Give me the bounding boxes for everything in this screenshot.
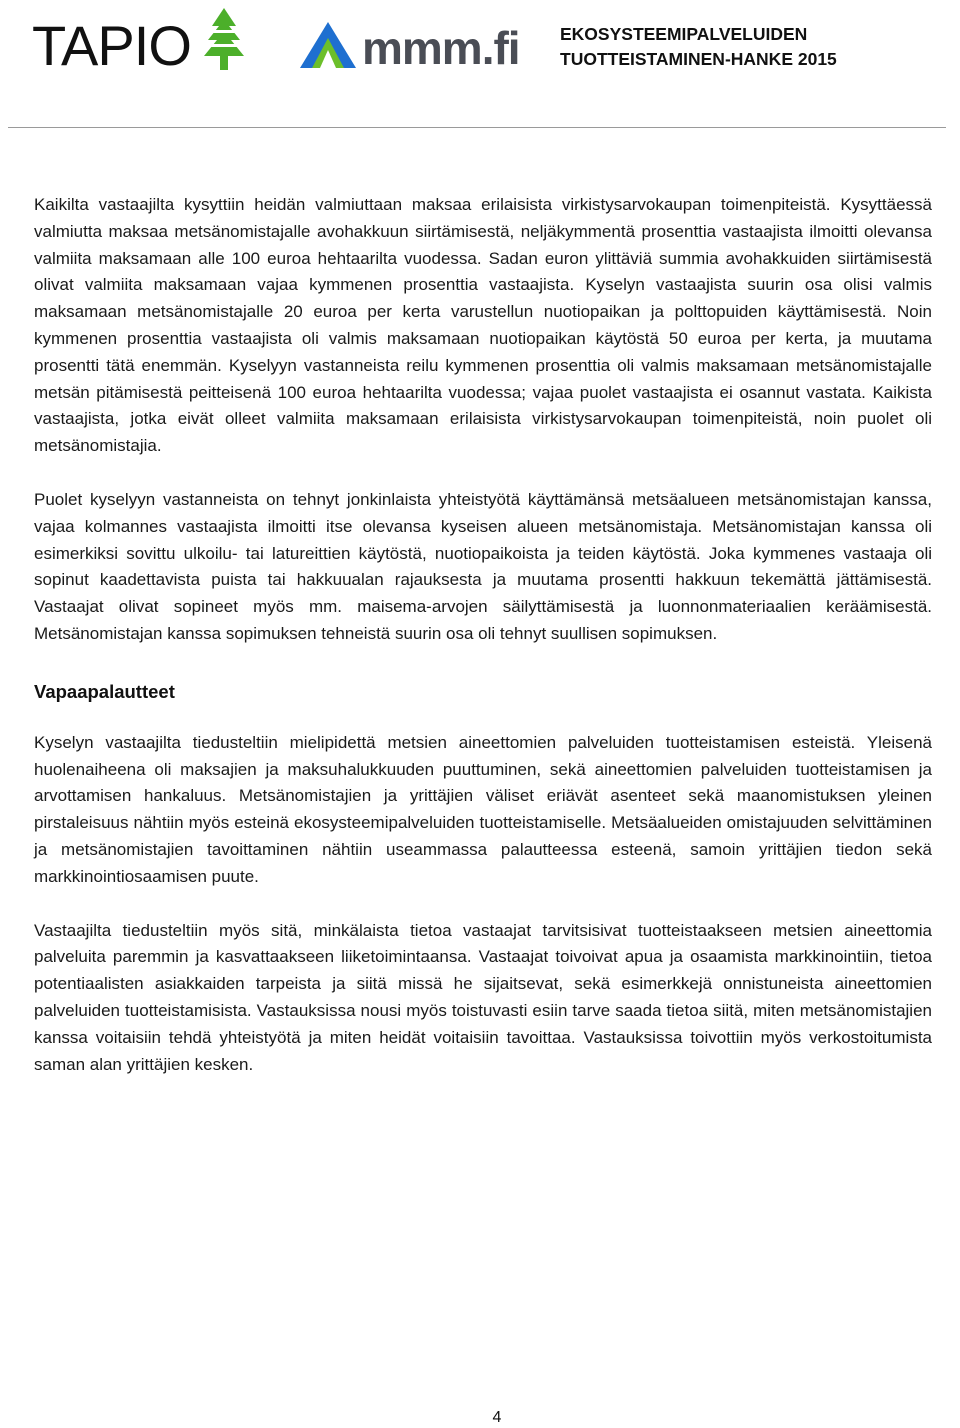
page-header bbox=[0, 0, 960, 130]
paragraph-information-needs: Vastaajilta tiedusteltiin myös sitä, minkälaista tietoa vastaajat tarvitsisivat tuotteistaakseen metsien aineettomia palveluita paremmin ja kasvattaakseen liiketoimintaansa. Vastaajat toivoivat apua ja osaamista markkinointiin, tietoa potentiaalisten asiakkaiden tarpeista ja siitä missä he sijaitsevat, sekä esimerkkejä onnistuneista aineettomien palveluiden tuotteistamisista. Vastauksissa nousi myös toistuvasti esiin tarve saada tietoa siitä, miten metsänomistajien kanssa voitaisiin tehdä yhteistyötä ja miten heidät voitaisiin tavoittaa. Vastauksissa toivottiin myös verkostoitumista saman alan yrittäjien kesken. bbox=[34, 920, 932, 1074]
document-body bbox=[34, 192, 932, 1078]
project-title-line-1: EKOSYSTEEMIPALVELUIDEN bbox=[560, 24, 808, 44]
mmm-fi-logo bbox=[298, 18, 520, 74]
project-title-line-2: TUOTTEISTAMINEN-HANKE 2015 bbox=[560, 49, 837, 69]
paragraph-payment-willingness: Kaikilta vastaajilta kysyttiin heidän valmiuttaan maksaa erilaisista virkistysarvokaupan toimenpiteistä. Kysyttäessä valmiutta maksaa metsänomistajalle avohakkuun siirtämisestä, neljäkymmentä prosenttia vastaajista ilmoitti olevansa valmiita maksamaan alle 100 euroa hehtaarilta vuodessa. Sadan euron ylittäviä summia avohakkuiden siirtämisestä olivat valmiita maksamaan vajaa kymmenen prosenttia vastaajista. Kyselyn vastaajista suurin osa olisi valmis maksamaan metsänomistajalle 20 euroa per kerta varustellun nuotiopaikan ja polttopuiden käyttämisestä. Noin kymmenen prosenttia vastaajista oli valmis maksamaan nuotiopaikan käytöstä 50 euroa per kerta, ja muutama prosentti tätä enemmän. Kyselyyn vastanneista reilu kymmenen prosenttia oli valmis maksamaan metsänomistajalle metsän pitämisestä peitteisenä 100 euroa hehtaarilta vuodessa; vajaa puolet vastaajista ei osannut vastata. Kaikista vastaajista, jotka eivät olleet valmiita maksamaan erilaisista virkistysarvokaupan toimenpiteistä, noin puolet oli metsänomistajia. bbox=[34, 195, 932, 456]
header-divider bbox=[8, 127, 946, 128]
tapio-logo bbox=[32, 8, 232, 77]
tapio-logo-text: TAPIO bbox=[32, 14, 191, 77]
section-heading: Vapaapalautteet bbox=[34, 680, 175, 702]
page-number: 4 bbox=[492, 1409, 502, 1426]
mmm-fi-logo-text: mmm.fi bbox=[362, 22, 520, 74]
paragraph-obstacles: Kyselyn vastaajilta tiedusteltiin mielipidettä metsien aineettomien palveluiden tuotteistamisen esteistä. Yleisenä huolenaiheena oli maksajien ja maksuhalukkuuden puuttuminen, sekä aineettomien palveluiden tuotteistamisen ja arvottamisen hankaluus. Metsänomistajien ja yrittäjien väliset eriävät asenteet sekä maanomistuksen yleinen pirstaleisuus nähtiin myös esteinä ekosysteemipalveluiden tuotteistamiselle. Metsäalueiden omistajuuden selvittäminen ja metsänomistajien tavoittaminen nähtiin useammassa palautteessa esteenä, samoin yrittäjien tiedon sekä markkinointiosaamisen puute. bbox=[34, 732, 932, 886]
mmm-triangle-icon bbox=[298, 20, 360, 70]
project-title bbox=[560, 22, 950, 72]
paragraph-cooperation: Puolet kyselyyn vastanneista on tehnyt jonkinlaista yhteistyötä käyttämänsä metsäalueen metsänomistajan kanssa, vajaa kolmannes vastaajista ilmoitti itse olevansa kyseisen alueen metsänomistaja. Metsänomistajan kanssa oli esimerkiksi sovittu ulkoilu- tai latureittien käytöstä, nuotiopaikoista ja teiden käytöstä. Joka kymmenes vastaaja oli sopinut kaadettavista puista tai hakkuualan rajauksesta ja muutama prosentti hakkuun tekemättä jättämisestä. Vastaajat olivat sopineet myös mm. maisema-arvojen säilyttämisestä ja luonnonmateriaalien keräämisestä. Metsänomistajan kanssa sopimuksen tehneistä suurin osa oli tehnyt suullisen sopimuksen. bbox=[34, 489, 932, 643]
tapio-tree-icon bbox=[190, 8, 260, 74]
